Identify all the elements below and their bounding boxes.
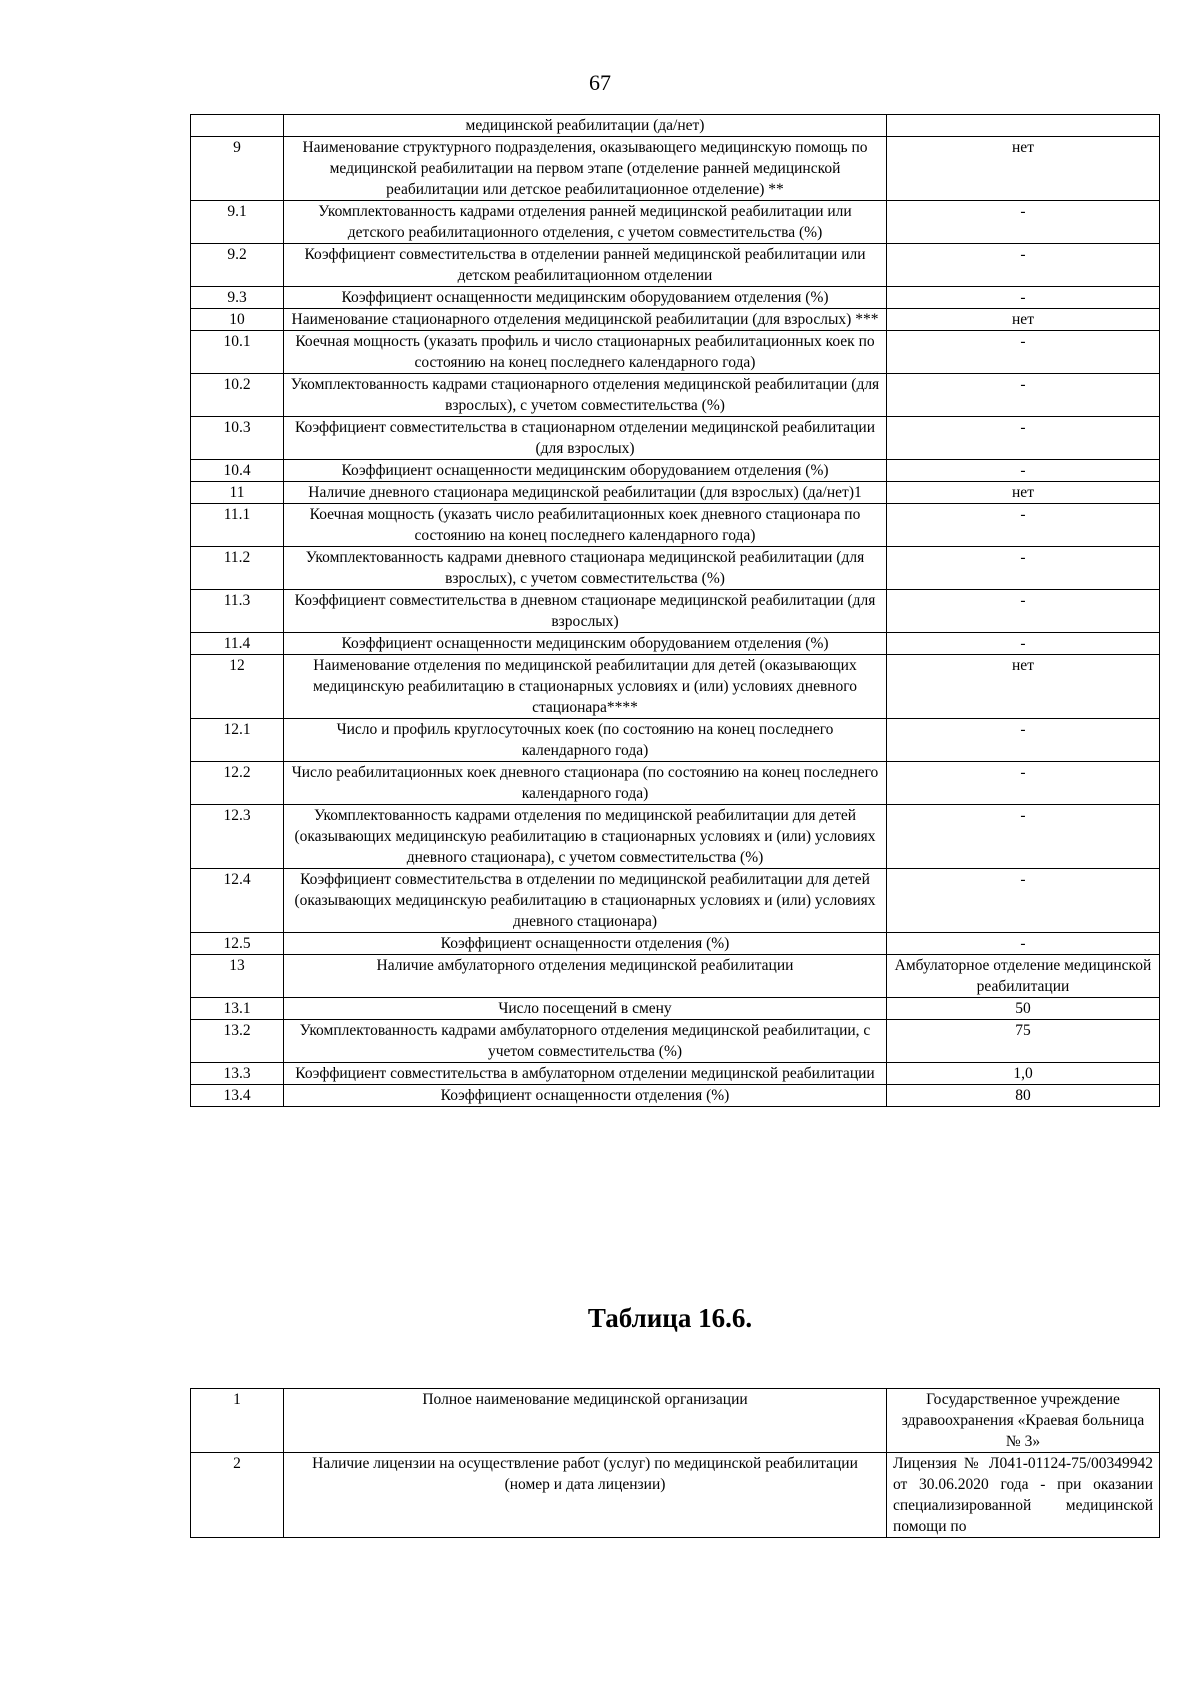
table-row <box>191 955 1160 998</box>
table-row <box>191 201 1160 244</box>
row-number-cell: 13.1 <box>191 998 284 1020</box>
row-number-cell: 10.4 <box>191 460 284 482</box>
table-row <box>191 998 1160 1020</box>
indicator-value-cell: - <box>887 805 1160 869</box>
indicator-name-cell: Наименование структурного подразделения, оказывающего медицинскую помощь по медицинской реабилитации на первом этапе (отделение ранней медицинской реабилитации или детское реабилитационное отделение) ** <box>284 137 887 201</box>
row-number-cell: 9.3 <box>191 287 284 309</box>
table-row <box>191 331 1160 374</box>
table-row <box>191 417 1160 460</box>
indicator-value-cell: Лицензия № Л041-01124-75/00349942 от 30.06.2020 года - при оказании специализированной медицинской помощи по <box>887 1453 1160 1538</box>
table-row <box>191 504 1160 547</box>
indicator-name-cell: Укомплектованность кадрами дневного стационара медицинской реабилитации (для взрослых), с учетом совместительства (%) <box>284 547 887 590</box>
indicator-name-cell: Укомплектованность кадрами отделения ранней медицинской реабилитации или детского реабилитационного отделения, с учетом совместительства (%) <box>284 201 887 244</box>
indicator-value-cell: 75 <box>887 1020 1160 1063</box>
indicator-value-cell: Государственное учреждение здравоохранения «Краевая больница № 3» <box>887 1389 1160 1453</box>
indicator-name-cell: Наименование стационарного отделения медицинской реабилитации (для взрослых) *** <box>284 309 887 331</box>
indicator-name-cell: Коэффициент совместительства в стационарном отделении медицинской реабилитации (для взрослых) <box>284 417 887 460</box>
indicator-name-cell: Укомплектованность кадрами стационарного отделения медицинской реабилитации (для взрослых), с учетом совместительства (%) <box>284 374 887 417</box>
row-number-cell: 13.3 <box>191 1063 284 1085</box>
table-row <box>191 1063 1160 1085</box>
row-number-cell: 12.5 <box>191 933 284 955</box>
indicator-value-cell: нет <box>887 482 1160 504</box>
indicator-value-cell: нет <box>887 309 1160 331</box>
table-row <box>191 719 1160 762</box>
indicator-value-cell: - <box>887 244 1160 287</box>
indicator-value-cell: 50 <box>887 998 1160 1020</box>
indicator-name-cell: Число реабилитационных коек дневного стационара (по состоянию на конец последнего календарного года) <box>284 762 887 805</box>
indicator-name-cell: Коэффициент совместительства в дневном стационаре медицинской реабилитации (для взрослых) <box>284 590 887 633</box>
table-row <box>191 547 1160 590</box>
indicator-value-cell: - <box>887 417 1160 460</box>
table-row <box>191 869 1160 933</box>
row-number-cell: 12.2 <box>191 762 284 805</box>
row-number-cell: 12 <box>191 655 284 719</box>
indicator-value-cell: - <box>887 504 1160 547</box>
indicator-name-cell: Наличие амбулаторного отделения медицинской реабилитации <box>284 955 887 998</box>
row-number-cell: 13.4 <box>191 1085 284 1107</box>
indicator-name-cell: Коечная мощность (указать число реабилитационных коек дневного стационара по состоянию на конец последнего календарного года) <box>284 504 887 547</box>
indicator-name-cell: Число посещений в смену <box>284 998 887 1020</box>
row-number-cell: 10.1 <box>191 331 284 374</box>
indicator-name-cell: Коэффициент оснащенности отделения (%) <box>284 933 887 955</box>
indicator-value-cell: - <box>887 374 1160 417</box>
table-row <box>191 374 1160 417</box>
table-row <box>191 590 1160 633</box>
row-number-cell: 13.2 <box>191 1020 284 1063</box>
row-number-cell: 10.3 <box>191 417 284 460</box>
section-title: Таблица 16.6. <box>587 1303 753 1333</box>
indicator-value-cell: - <box>887 633 1160 655</box>
row-number-cell: 11.2 <box>191 547 284 590</box>
table-row <box>191 1085 1160 1107</box>
indicator-value-cell: - <box>887 762 1160 805</box>
table-row <box>191 633 1160 655</box>
table-row <box>191 244 1160 287</box>
indicator-value-cell: - <box>887 590 1160 633</box>
row-number-cell: 2 <box>191 1453 284 1538</box>
indicator-name-cell: Коэффициент оснащенности медицинским оборудованием отделения (%) <box>284 633 887 655</box>
indicator-name-cell: Коэффициент совместительства в отделении по медицинской реабилитации для детей (оказывающих медицинскую реабилитацию в стационарных условиях и (или) условиях дневного стационара) <box>284 869 887 933</box>
indicator-name-cell: Коэффициент совместительства в отделении ранней медицинской реабилитации или детском реабилитационном отделении <box>284 244 887 287</box>
row-number-cell: 12.3 <box>191 805 284 869</box>
indicator-name-cell: Коэффициент совместительства в амбулаторном отделении медицинской реабилитации <box>284 1063 887 1085</box>
table-row <box>191 482 1160 504</box>
row-number-cell: 11.4 <box>191 633 284 655</box>
indicator-value-cell: - <box>887 719 1160 762</box>
table-row <box>191 805 1160 869</box>
table-row <box>191 762 1160 805</box>
row-number-cell: 9.1 <box>191 201 284 244</box>
indicator-name-cell: Укомплектованность кадрами амбулаторного отделения медицинской реабилитации, с учетом совместительства (%) <box>284 1020 887 1063</box>
row-number-cell: 12.1 <box>191 719 284 762</box>
indicator-name-cell: Коэффициент оснащенности отделения (%) <box>284 1085 887 1107</box>
table-row <box>191 287 1160 309</box>
row-number-cell: 9 <box>191 137 284 201</box>
indicator-name-cell: Наличие лицензии на осуществление работ (услуг) по медицинской реабилитации (номер и дата лицензии) <box>284 1453 887 1538</box>
indicator-name-cell: Число и профиль круглосуточных коек (по состоянию на конец последнего календарного года) <box>284 719 887 762</box>
row-number-cell <box>191 115 284 137</box>
row-number-cell: 10.2 <box>191 374 284 417</box>
table-row <box>191 655 1160 719</box>
page-number: 67 <box>589 70 611 95</box>
indicator-value-cell: - <box>887 933 1160 955</box>
table-row <box>191 933 1160 955</box>
indicator-value-cell: - <box>887 869 1160 933</box>
indicator-value-cell <box>887 115 1160 137</box>
row-number-cell: 9.2 <box>191 244 284 287</box>
indicator-name-cell: Полное наименование медицинской организации <box>284 1389 887 1453</box>
table-row <box>191 1020 1160 1063</box>
table-row <box>191 115 1160 137</box>
organization-info-table <box>190 1388 1160 1538</box>
indicator-name-cell: Коечная мощность (указать профиль и число стационарных реабилитационных коек по состоянию на конец последнего календарного года) <box>284 331 887 374</box>
indicator-name-cell: медицинской реабилитации (да/нет) <box>284 115 887 137</box>
indicator-value-cell: - <box>887 201 1160 244</box>
row-number-cell: 11.1 <box>191 504 284 547</box>
row-number-cell: 12.4 <box>191 869 284 933</box>
table-row <box>191 1453 1160 1538</box>
indicator-value-cell: нет <box>887 655 1160 719</box>
indicator-value-cell: - <box>887 331 1160 374</box>
rehabilitation-indicators-table <box>190 114 1160 1107</box>
row-number-cell: 11 <box>191 482 284 504</box>
indicator-name-cell: Наличие дневного стационара медицинской реабилитации (для взрослых) (да/нет)1 <box>284 482 887 504</box>
table-row <box>191 460 1160 482</box>
indicator-value-cell: - <box>887 460 1160 482</box>
indicator-value-cell: 80 <box>887 1085 1160 1107</box>
table-row <box>191 309 1160 331</box>
indicator-value-cell: 1,0 <box>887 1063 1160 1085</box>
table-row <box>191 1389 1160 1453</box>
indicator-value-cell: - <box>887 287 1160 309</box>
indicator-value-cell: Амбулаторное отделение медицинской реабилитации <box>887 955 1160 998</box>
row-number-cell: 11.3 <box>191 590 284 633</box>
indicator-value-cell: - <box>887 547 1160 590</box>
indicator-name-cell: Укомплектованность кадрами отделения по медицинской реабилитации для детей (оказывающих медицинскую реабилитацию в стационарных условиях и (или) условиях дневного стационара), с учетом совместительства (%) <box>284 805 887 869</box>
indicator-name-cell: Коэффициент оснащенности медицинским оборудованием отделения (%) <box>284 287 887 309</box>
indicator-name-cell: Наименование отделения по медицинской реабилитации для детей (оказывающих медицинскую реабилитацию в стационарных условиях и (или) условиях дневного стационара**** <box>284 655 887 719</box>
row-number-cell: 10 <box>191 309 284 331</box>
indicator-value-cell: нет <box>887 137 1160 201</box>
table-row <box>191 137 1160 201</box>
indicator-name-cell: Коэффициент оснащенности медицинским оборудованием отделения (%) <box>284 460 887 482</box>
row-number-cell: 1 <box>191 1389 284 1453</box>
row-number-cell: 13 <box>191 955 284 998</box>
